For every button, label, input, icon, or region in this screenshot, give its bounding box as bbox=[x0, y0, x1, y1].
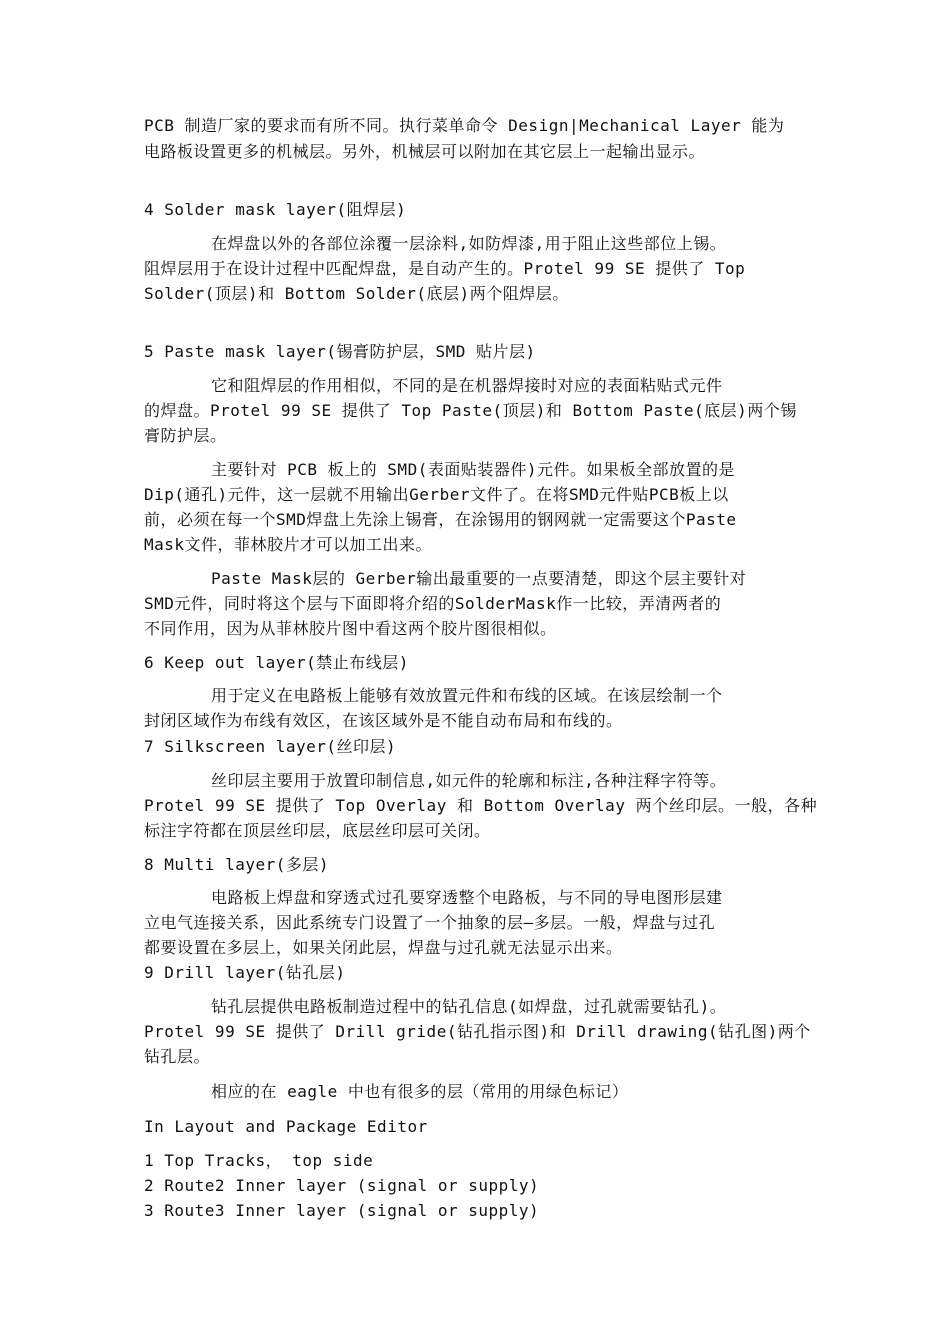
silk-p1-line-3: 标注字符都在顶层丝印层，底层丝印层可关闭。 bbox=[144, 821, 491, 840]
multi-p1-line-3: 都要设置在多层上，如果关闭此层，焊盘与过孔就无法显示出来。 bbox=[144, 938, 623, 957]
paste-p2-line-2: Dip(通孔)元件，这一层就不用输出Gerber文件了。在将SMD元件贴PCB板上以 bbox=[144, 485, 729, 504]
multi-p1-line-1: 电路板上焊盘和穿透式过孔要穿透整个电路板，与不同的导电图形层建 bbox=[211, 888, 723, 907]
silk-p1-line-1: 丝印层主要用于放置印制信息,如元件的轮廓和标注,各种注释字符等。 bbox=[211, 771, 727, 790]
keepout-p1-line-1: 用于定义在电路板上能够有效放置元件和布线的区域。在该层绘制一个 bbox=[211, 686, 723, 705]
silkscreen-heading: 7 Silkscreen layer(丝印层) bbox=[144, 737, 397, 756]
paste-p3-line-3: 不同作用，因为从菲林胶片图中看这两个胶片图很相似。 bbox=[144, 619, 557, 638]
drill-layer-heading: 9 Drill layer(钻孔层) bbox=[144, 963, 346, 982]
solder-p1-line-3: Solder(顶层)和 Bottom Solder(底层)两个阻焊层。 bbox=[144, 284, 569, 303]
eagle-intro: 相应的在 eagle 中也有很多的层（常用的用绿色标记） bbox=[211, 1082, 629, 1101]
drill-p1-line-1: 钻孔层提供电路板制造过程中的钻孔信息(如焊盘，过孔就需要钻孔)。 bbox=[211, 997, 727, 1016]
multi-layer-heading: 8 Multi layer(多层) bbox=[144, 855, 329, 874]
drill-p1-line-2: Protel 99 SE 提供了 Drill gride(钻孔指示图)和 Drill drawing(钻孔图)两个 bbox=[144, 1022, 811, 1041]
keepout-heading: 6 Keep out layer(禁止布线层) bbox=[144, 653, 409, 672]
eagle-layer-item: 2 Route2 Inner layer (signal or supply) bbox=[144, 1176, 540, 1195]
silk-p1-line-2: Protel 99 SE 提供了 Top Overlay 和 Bottom Overlay 两个丝印层。一般，各种 bbox=[144, 796, 818, 815]
paste-p3-line-1: Paste Mask层的 Gerber输出最重要的一点要清楚，即这个层主要针对 bbox=[211, 569, 747, 588]
solder-mask-heading: 4 Solder mask layer(阻焊层) bbox=[144, 200, 407, 219]
eagle-editor-heading: In Layout and Package Editor bbox=[144, 1117, 428, 1136]
paste-p1-line-2: 的焊盘。Protel 99 SE 提供了 Top Paste(顶层)和 Bottom Paste(底层)两个锡 bbox=[144, 401, 797, 420]
solder-p1-line-1: 在焊盘以外的各部位涂覆一层涂料,如防焊漆,用于阻止这些部位上锡。 bbox=[211, 234, 727, 253]
paste-p2-line-1: 主要针对 PCB 板上的 SMD(表面贴装器件)元件。如果板全部放置的是 bbox=[211, 460, 735, 479]
paste-p1-line-3: 膏防护层。 bbox=[144, 426, 227, 445]
paste-p1-line-1: 它和阻焊层的作用相似，不同的是在机器焊接时对应的表面粘贴式元件 bbox=[211, 376, 723, 395]
multi-p1-line-2: 立电气连接关系，因此系统专门设置了一个抽象的层—多层。一般，焊盘与过孔 bbox=[144, 913, 716, 932]
eagle-layer-item: 1 Top Tracks， top side bbox=[144, 1151, 374, 1170]
solder-p1-line-2: 阻焊层用于在设计过程中匹配焊盘，是自动产生的。Protel 99 SE 提供了 Top bbox=[144, 259, 746, 278]
drill-p1-line-3: 钻孔层。 bbox=[144, 1047, 211, 1066]
keepout-p1-line-2: 封闭区域作为布线有效区，在该区域外是不能自动布局和布线的。 bbox=[144, 711, 623, 730]
paste-mask-heading: 5 Paste mask layer(锡膏防护层，SMD 贴片层) bbox=[144, 342, 536, 361]
eagle-layer-item: 3 Route3 Inner layer (signal or supply) bbox=[144, 1201, 540, 1220]
mech-line-1: PCB 制造厂家的要求而有所不同。执行菜单命令 Design|Mechanical Layer 能为 bbox=[144, 116, 785, 135]
mech-line-2: 电路板设置更多的机械层。另外，机械层可以附加在其它层上一起输出显示。 bbox=[144, 142, 706, 161]
paste-p2-line-3: 前，必须在每一个SMD焊盘上先涂上锡膏，在涂锡用的钢网就一定需要这个Paste bbox=[144, 510, 737, 529]
paste-p2-line-4: Mask文件，菲林胶片才可以加工出来。 bbox=[144, 535, 433, 554]
paste-p3-line-2: SMD元件，同时将这个层与下面即将介绍的SolderMask作一比较，弄清两者的 bbox=[144, 594, 722, 613]
